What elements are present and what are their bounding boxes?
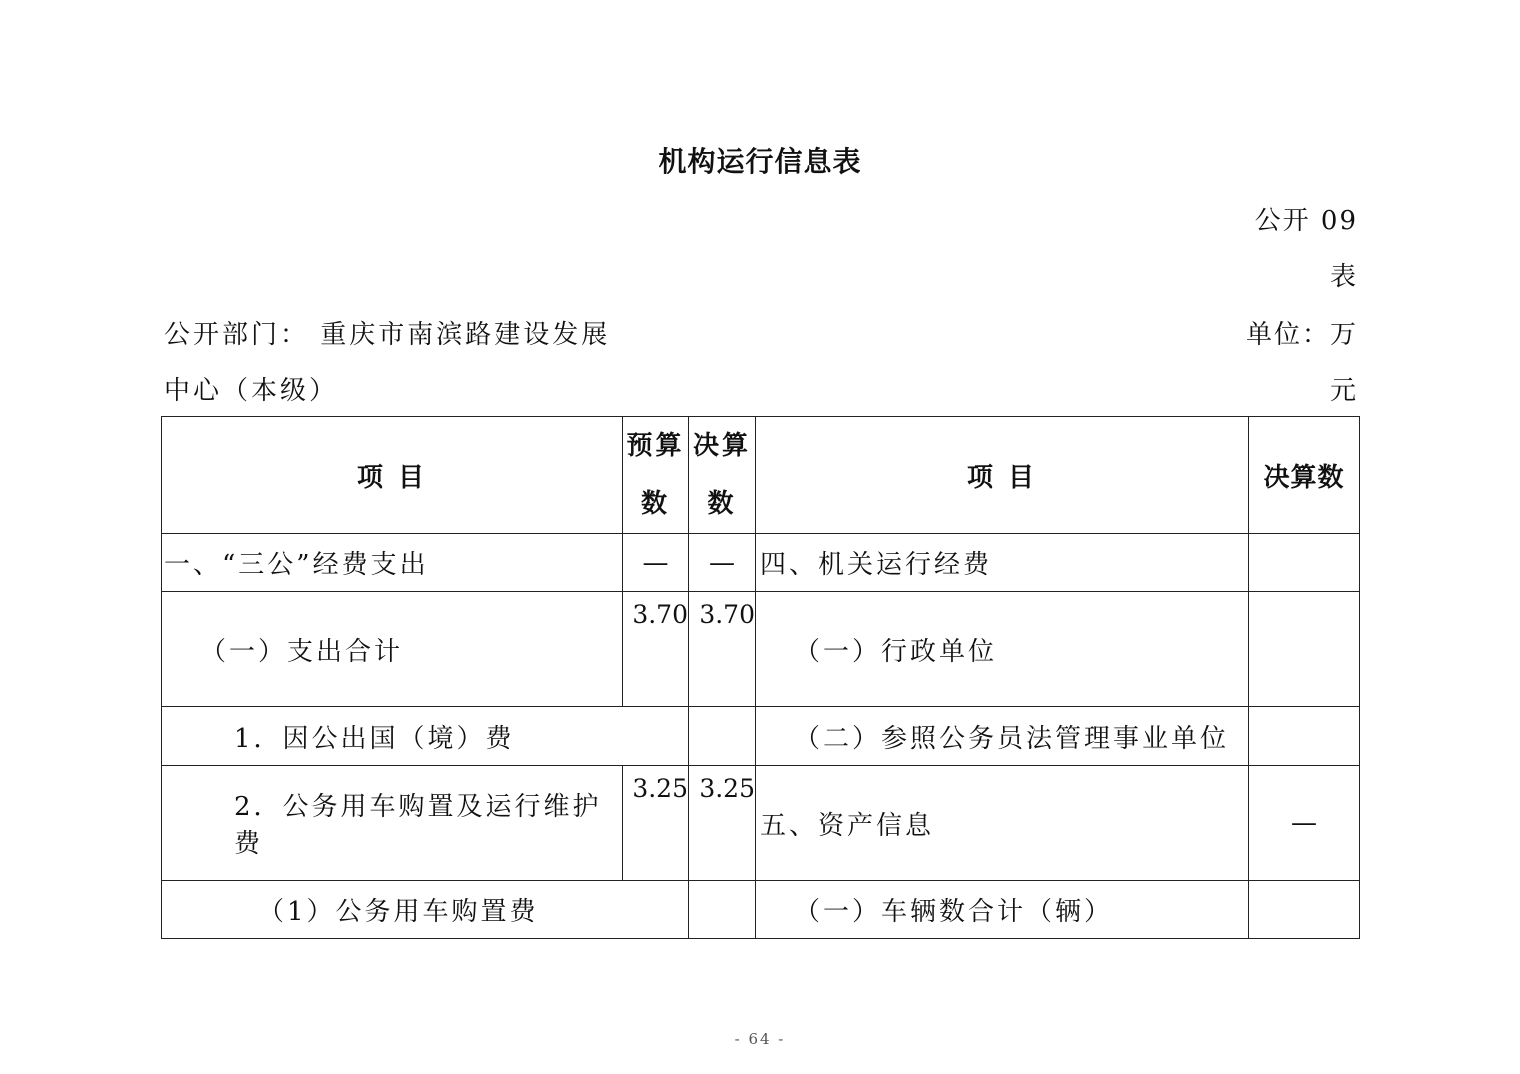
row-right-label: （二）参照公务员法管理事业单位	[756, 707, 1249, 766]
table-row	[162, 707, 1360, 766]
table-row	[162, 881, 1360, 939]
page-title: 机构运行信息表	[658, 145, 862, 178]
table-id-line2: 表	[1329, 262, 1358, 292]
header-final-line1: 决算	[692, 431, 751, 461]
department-line1: 公开部门： 重庆市南滨路建设发展	[164, 320, 611, 350]
header-final	[689, 417, 756, 534]
header-budget-line2: 数	[640, 489, 670, 519]
row-right-value	[1249, 592, 1360, 707]
info-table	[161, 416, 1360, 939]
row-right-label: 五、资产信息	[756, 766, 1249, 881]
row-final-value	[689, 707, 756, 766]
row-right-label: 四、机关运行经费	[756, 534, 1249, 592]
row-budget-value: —	[623, 534, 689, 592]
table-row	[162, 534, 1360, 592]
row-right-label: （一）车辆数合计（辆）	[756, 881, 1249, 939]
row-final-value: —	[689, 534, 756, 592]
row-left-label: （1）公务用车购置费	[162, 881, 689, 939]
table-id-line1: 公开 09	[1254, 206, 1358, 236]
header-final-line2: 数	[707, 489, 737, 519]
header-item-right: 项 目	[756, 417, 1249, 534]
row-right-label: （一）行政单位	[756, 592, 1249, 707]
header-budget-line1: 预算	[626, 431, 685, 461]
table-row	[162, 766, 1360, 881]
unit-line1: 单位：万	[1245, 320, 1358, 350]
unit-line2: 元	[1329, 376, 1358, 406]
row-left-label: 1．因公出国（境）费	[162, 707, 689, 766]
row-final-value: 3.25	[689, 766, 756, 881]
row-right-value	[1249, 534, 1360, 592]
row-final-value	[689, 881, 756, 939]
row-left-label: 一、“三公”经费支出	[162, 534, 623, 592]
row-right-value	[1249, 881, 1360, 939]
row-right-value: —	[1249, 766, 1360, 881]
row-final-value: 3.70	[689, 592, 756, 707]
department-line2: 中心（本级）	[164, 376, 339, 406]
table-header-row	[162, 417, 1360, 534]
header-item-left: 项 目	[162, 417, 623, 534]
row-left-label: （一）支出合计	[162, 592, 623, 707]
row-left-label: 2．公务用车购置及运行维护费	[162, 766, 623, 881]
header-budget	[623, 417, 689, 534]
row-right-value	[1249, 707, 1360, 766]
table-row	[162, 592, 1360, 707]
row-budget-value: 3.70	[623, 592, 689, 707]
page-number: - 64 -	[734, 1030, 786, 1048]
row-budget-value: 3.25	[623, 766, 689, 881]
header-final-right: 决算数	[1249, 417, 1360, 534]
